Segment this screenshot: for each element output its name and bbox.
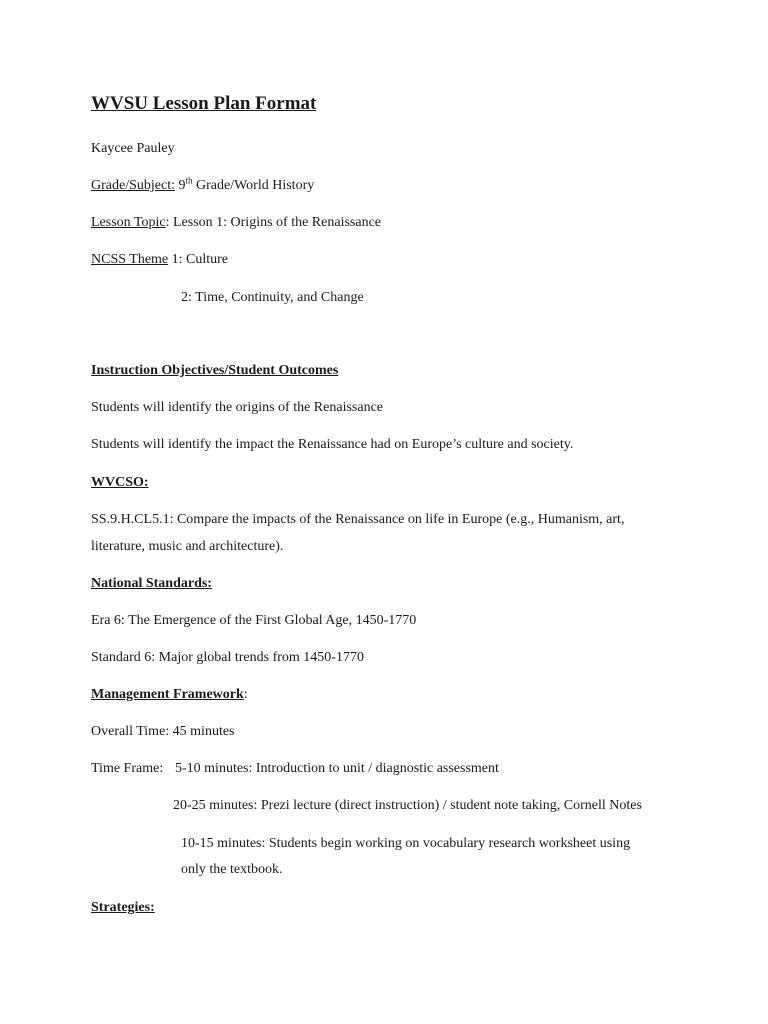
time-frame-item-3-line-2: only the textbook. [181,862,283,877]
objectives-heading: Instruction Objectives/Student Outcomes [91,363,339,378]
national-standards-heading: National Standards: [91,576,212,591]
document-title: WVSU Lesson Plan Format [91,93,317,114]
time-frame-item-1: 5-10 minutes: Introduction to unit / diagnostic assessment [175,761,499,776]
grade-subject-label: Grade/Subject: [91,178,175,193]
wvcso-text-line-2: literature, music and architecture). [91,539,284,554]
grade-number: 9 [178,178,186,193]
grade-subject-line [91,177,314,195]
overall-time: Overall Time: 45 minutes [91,724,235,739]
grade-subject-value: Grade/World History [192,178,315,193]
objective-item: Students will identify the origins of the Renaissance [91,400,384,415]
management-heading-suffix: : [243,687,248,702]
ncss-theme-line [91,251,228,269]
national-standard-item: Era 6: The Emergence of the First Global Age, 1450-1770 [91,613,417,628]
management-heading: Management Framework [91,687,244,702]
lesson-topic-line [91,214,381,232]
time-frame-label: Time Frame: [91,761,164,776]
national-standard-item: Standard 6: Major global trends from 1450-1770 [91,650,364,665]
ncss-theme-value-2: 2: Time, Continuity, and Change [181,290,364,305]
management-heading-line [91,686,248,704]
lesson-topic-value: : Lesson 1: Origins of the Renaissance [165,215,381,230]
author-name: Kaycee Pauley [91,141,175,156]
ncss-theme-label: NCSS Theme [91,252,169,267]
grade-superscript: th [185,175,193,186]
objective-item: Students will identify the impact the Renaissance had on Europe’s culture and society. [91,437,574,452]
time-frame-item-3-line-1: 10-15 minutes: Students begin working on vocabulary research worksheet using [181,836,631,851]
ncss-theme-value-1: 1: Culture [168,252,229,267]
wvcso-text-line-1: SS.9.H.CL5.1: Compare the impacts of the Renaissance on life in Europe (e.g., Humanism, art, [91,512,625,527]
strategies-heading: Strategies: [91,900,155,915]
lesson-topic-label: Lesson Topic [91,215,166,230]
wvcso-heading: WVCSO: [91,475,149,490]
time-frame-item-2: 20-25 minutes: Prezi lecture (direct instruction) / student note taking, Cornell Notes [173,798,642,813]
